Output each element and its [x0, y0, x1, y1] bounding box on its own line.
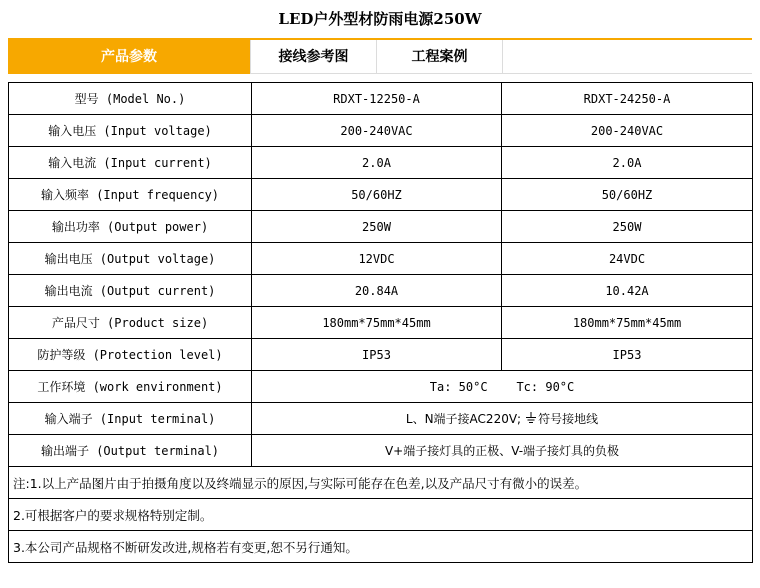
table-row — [9, 243, 753, 275]
spec-value-b: 10.42A — [502, 275, 753, 307]
spec-value-b: 50/60HZ — [502, 179, 753, 211]
spec-value-a: 12VDC — [252, 243, 502, 275]
spec-value-a: 20.84A — [252, 275, 502, 307]
table-row-environment — [9, 371, 753, 403]
tab-bar-spacer — [503, 40, 752, 74]
spec-label: 输入电压 (Input voltage) — [9, 115, 252, 147]
spec-table — [8, 82, 753, 563]
spec-label: 输入频率 (Input frequency) — [9, 179, 252, 211]
spec-value-b: 24VDC — [502, 243, 753, 275]
output-terminal-value: V+端子接灯具的正极、V-端子接灯具的负极 — [252, 435, 753, 467]
spec-label: 型号 (Model No.) — [9, 83, 252, 115]
model-a: RDXT-12250-A — [252, 83, 502, 115]
table-row — [9, 147, 753, 179]
table-row — [9, 179, 753, 211]
note-3: 3.本公司产品规格不断研发改进,规格若有变更,恕不另行通知。 — [9, 531, 753, 563]
tab-project-cases[interactable]: 工程案例 — [377, 40, 503, 74]
table-row-input-terminal — [9, 403, 753, 435]
spec-value-a: 50/60HZ — [252, 179, 502, 211]
spec-label: 输入电流 (Input current) — [9, 147, 252, 179]
table-row-output-terminal — [9, 435, 753, 467]
note-row — [9, 467, 753, 499]
ground-icon — [525, 412, 537, 424]
table-row — [9, 211, 753, 243]
model-b: RDXT-24250-A — [502, 83, 753, 115]
spec-value-b: 2.0A — [502, 147, 753, 179]
spec-value-b: 250W — [502, 211, 753, 243]
input-terminal-value — [252, 403, 753, 435]
spec-value-b: IP53 — [502, 339, 753, 371]
note-row — [9, 499, 753, 531]
spec-label: 输入端子 (Input terminal) — [9, 403, 252, 435]
environment-value: Ta: 50°C Tc: 90°C — [252, 371, 753, 403]
table-row-header — [9, 83, 753, 115]
spec-value-b: 180mm*75mm*45mm — [502, 307, 753, 339]
tab-bar — [8, 38, 752, 74]
input-terminal-text: L、N端子接AC220V; — [405, 412, 522, 426]
spec-value-a: 250W — [252, 211, 502, 243]
spec-value-a: 180mm*75mm*45mm — [252, 307, 502, 339]
tab-product-params[interactable]: 产品参数 — [8, 40, 251, 74]
spec-value-a: 2.0A — [252, 147, 502, 179]
spec-value-a: 200-240VAC — [252, 115, 502, 147]
table-row — [9, 115, 753, 147]
input-terminal-text-suffix: 符号接地线 — [538, 412, 599, 426]
spec-label: 输出电流 (Output current) — [9, 275, 252, 307]
table-row — [9, 307, 753, 339]
spec-value-a: IP53 — [252, 339, 502, 371]
table-row — [9, 339, 753, 371]
spec-label: 工作环境 (work environment) — [9, 371, 252, 403]
spec-label: 输出端子 (Output terminal) — [9, 435, 252, 467]
spec-value-b: 200-240VAC — [502, 115, 753, 147]
spec-label: 输出功率 (Output power) — [9, 211, 252, 243]
spec-label: 产品尺寸 (Product size) — [9, 307, 252, 339]
note-1: 注:1.以上产品图片由于拍摄角度以及终端显示的原因,与实际可能存在色差,以及产品尺寸有微小的误差。 — [9, 467, 753, 499]
table-row — [9, 275, 753, 307]
spec-label: 防护等级 (Protection level) — [9, 339, 252, 371]
spec-label: 输出电压 (Output voltage) — [9, 243, 252, 275]
note-2: 2.可根据客户的要求规格特别定制。 — [9, 499, 753, 531]
tab-wiring-diagram[interactable]: 接线参考图 — [251, 40, 377, 74]
page-title: LED户外型材防雨电源250W — [278, 10, 482, 28]
note-row — [9, 531, 753, 563]
